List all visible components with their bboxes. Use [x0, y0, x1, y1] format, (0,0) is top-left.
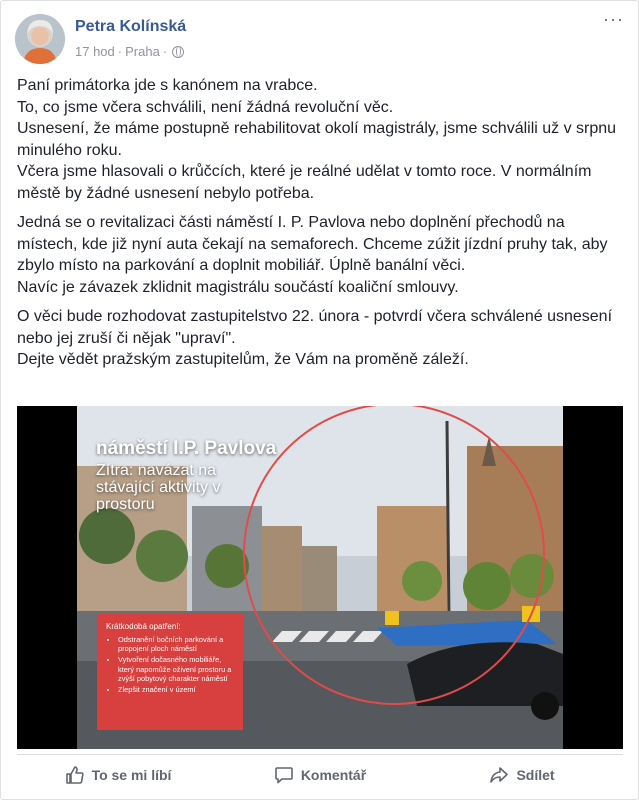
- image-title: náměstí I.P. Pavlova: [96, 438, 277, 459]
- post-location[interactable]: Praha: [125, 44, 160, 59]
- post-actions: [17, 754, 623, 795]
- post-image[interactable]: [17, 406, 623, 749]
- paragraph: [17, 75, 623, 204]
- measures-list: [106, 635, 237, 694]
- globe-icon: [172, 46, 184, 58]
- comment-button[interactable]: [219, 755, 421, 795]
- text-line: Včera jsme hlasovali o krůčcích, které je reálné udělat v tomto roce. V normálním městě by žádné usnesení nebylo potřeba.: [17, 163, 592, 202]
- author-name[interactable]: Petra Kolínská: [75, 18, 187, 35]
- measures-title: Krátkodobá opatření:: [106, 622, 181, 631]
- meta-separator: ·: [162, 44, 168, 59]
- post-meta: [75, 44, 184, 59]
- text-line: Dejte vědět pražským zastupitelům, že Vám na proměně záleží.: [17, 351, 469, 368]
- image-subtitle: Zítra: navázat na stávající aktivity v prostoru: [96, 462, 221, 513]
- measure-item: • Odstranění bočních parkování a propojení ploch náměstí: [118, 635, 237, 653]
- text-line: Paní primátorka jde s kanónem na vrabce.: [17, 77, 318, 94]
- comment-icon: [274, 765, 294, 785]
- measure-item: • Zlepšit značení v území: [118, 685, 237, 694]
- text-line: Usnesení, že máme postupně rehabilitovat okolí magistrály, jsme schválili už v srpnu minulého roku.: [17, 120, 617, 159]
- text-line: Navíc je závazek zklidnit magistrálu součástí koaliční smlouvy.: [17, 278, 459, 296]
- like-label: To se mi líbí: [91, 767, 172, 783]
- post-time[interactable]: 17 hod: [75, 44, 115, 59]
- street-photo: [77, 406, 563, 749]
- post-text: [17, 75, 623, 379]
- meta-separator: ·: [117, 44, 123, 59]
- share-icon: [489, 765, 509, 785]
- text-line: Jedná se o revitalizaci části náměstí I. P. Pavlova nebo doplnění přechodů na místech, kde již nyní auta čekají na semaforech. Chceme zúžit jízdní pruhy tak, aby zbylo místo na parkování a doplnit mobiliář. Úplně banální věci.: [17, 214, 608, 274]
- measure-item: • Vytvoření dočasného mobiliáře, který napomůže oživení prostoru a zvýší pobytový charakter náměstí: [118, 655, 237, 683]
- thumbs-up-icon: [65, 765, 85, 785]
- text-line: O věci bude rozhodovat zastupitelstvo 22. února - potvrdí včera schválené usnesení nebo jej zruší či nějak "upraví".: [17, 308, 613, 347]
- like-button[interactable]: [17, 755, 219, 795]
- share-label: Sdílet: [516, 767, 555, 783]
- paragraph: [17, 306, 623, 371]
- measures-box: [97, 614, 243, 730]
- paragraph: [17, 212, 623, 298]
- share-button[interactable]: [421, 755, 623, 795]
- author-avatar[interactable]: [15, 14, 65, 64]
- comment-label: Komentář: [300, 767, 367, 783]
- more-options-icon[interactable]: ···: [603, 9, 624, 29]
- text-line: To, co jsme včera schválili, není žádná revoluční věc.: [17, 98, 394, 116]
